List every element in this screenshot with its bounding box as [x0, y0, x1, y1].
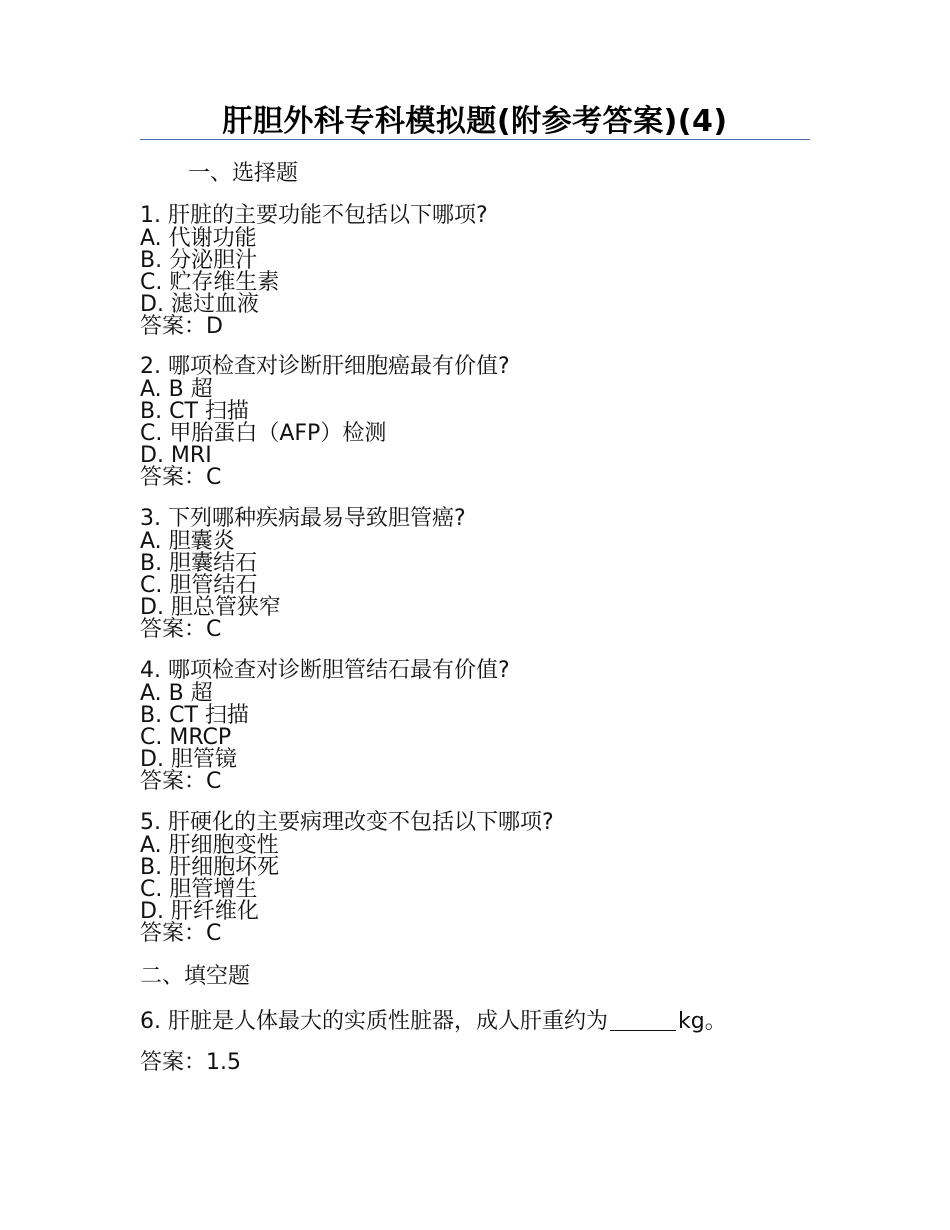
- option-b: B. CT 扫描: [140, 703, 249, 728]
- option-d: D. 滤过血液: [140, 292, 259, 317]
- option-c: C. 甲胎蛋白（AFP）检测: [140, 421, 387, 446]
- option-d: D. 胆管镜: [140, 747, 237, 772]
- section-heading-choice: 一、选择题: [188, 161, 299, 186]
- question-3: [140, 507, 820, 641]
- option-a: A. 胆囊炎: [140, 529, 235, 554]
- answer: 答案：C: [140, 921, 222, 946]
- answer: 答案：D: [140, 314, 223, 339]
- fill-stem-after: kg。: [678, 1009, 727, 1034]
- section-heading-fill: 二、填空题: [140, 964, 251, 989]
- answer: 答案：C: [140, 465, 222, 490]
- fill-blank: [610, 1008, 676, 1031]
- fill-question-6: [140, 1008, 727, 1036]
- question-1: [140, 204, 820, 338]
- option-c: C. 贮存维生素: [140, 270, 280, 295]
- question-stem: 5. 肝硬化的主要病理改变不包括以下哪项?: [140, 810, 554, 835]
- question-stem: 2. 哪项检查对诊断肝细胞癌最有价值?: [140, 354, 510, 379]
- question-2: [140, 355, 820, 489]
- option-a: A. B 超: [140, 377, 213, 402]
- option-c: C. MRCP: [140, 725, 232, 750]
- option-b: B. 胆囊结石: [140, 551, 258, 576]
- option-b: B. CT 扫描: [140, 399, 249, 424]
- option-d: D. MRI: [140, 443, 212, 468]
- option-a: A. 肝细胞变性: [140, 833, 279, 858]
- option-b: B. 肝细胞坏死: [140, 855, 280, 880]
- option-c: C. 胆管增生: [140, 877, 258, 902]
- question-stem: 4. 哪项检查对诊断胆管结石最有价值?: [140, 658, 510, 683]
- fill-stem-before: 6. 肝脏是人体最大的实质性脏器，成人肝重约为: [140, 1009, 608, 1034]
- fill-answer: 答案：1.5: [140, 1050, 241, 1075]
- option-d: D. 胆总管狭窄: [140, 595, 281, 620]
- option-b: B. 分泌胆汁: [140, 248, 258, 273]
- answer: 答案：C: [140, 617, 222, 642]
- title-underline: [140, 139, 810, 140]
- question-stem: 3. 下列哪种疾病最易导致胆管癌?: [140, 506, 466, 531]
- option-a: A. B 超: [140, 681, 213, 706]
- option-a: A. 代谢功能: [140, 226, 257, 251]
- document-title: 肝胆外科专科模拟题(附参考答案)(4): [222, 104, 728, 139]
- answer: 答案：C: [140, 769, 222, 794]
- option-d: D. 肝纤维化: [140, 899, 259, 924]
- question-5: [140, 811, 820, 945]
- question-stem: 1. 肝脏的主要功能不包括以下哪项?: [140, 203, 488, 228]
- question-4: [140, 659, 820, 793]
- option-c: C. 胆管结石: [140, 573, 258, 598]
